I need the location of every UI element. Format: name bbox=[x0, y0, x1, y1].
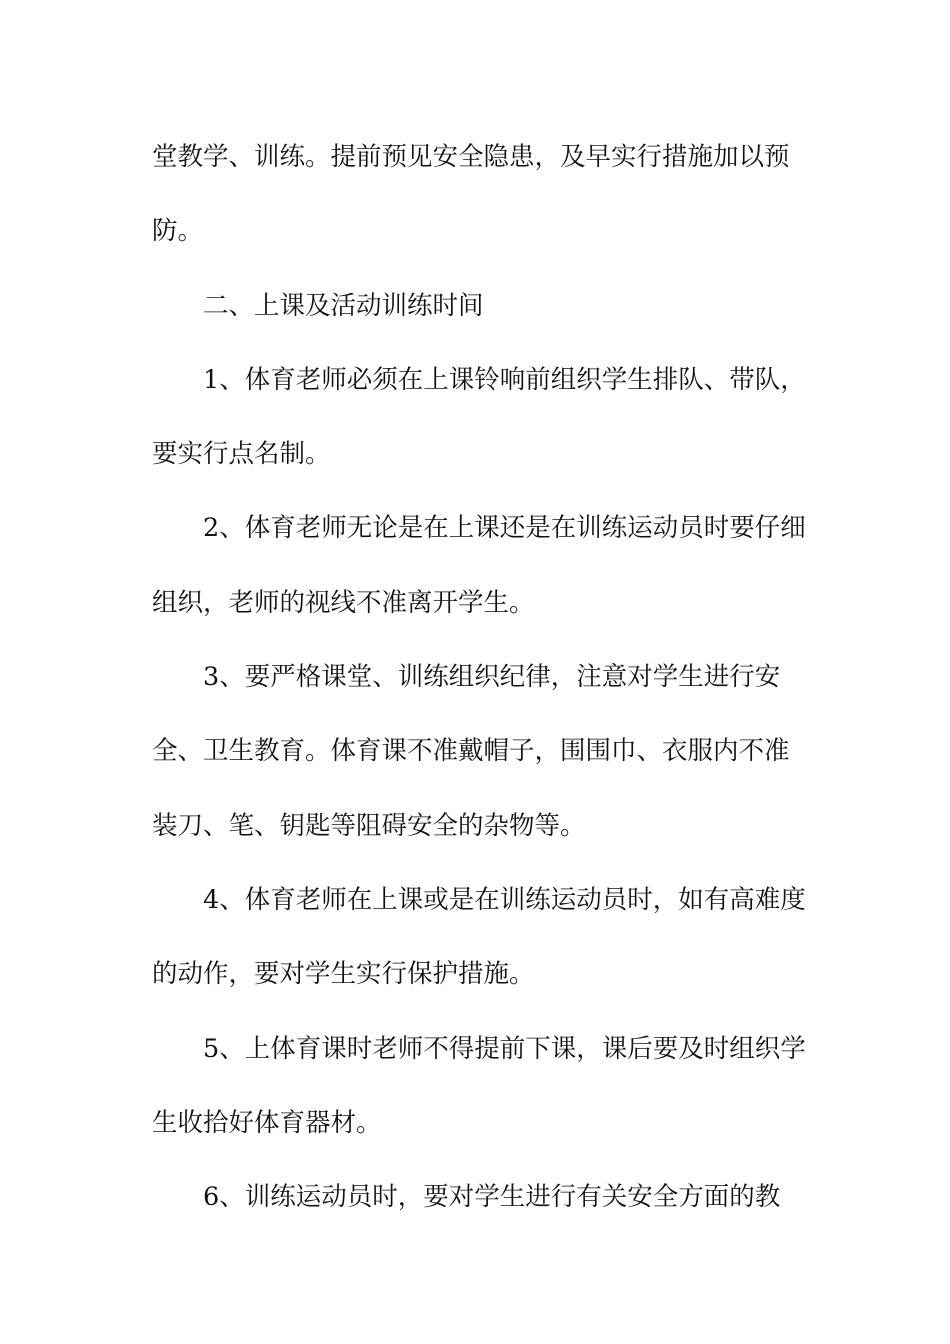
text-line: 2、体育老师无论是在上课还是在训练运动员时要仔细 bbox=[203, 513, 806, 544]
text-line: 生收拾好体育器材。 bbox=[152, 1107, 382, 1138]
text-line: 防。 bbox=[152, 216, 204, 247]
text-line: 全、卫生教育。体育课不准戴帽子，围围巾、衣服内不准 bbox=[152, 736, 790, 767]
document-body bbox=[152, 120, 812, 1234]
text-line: 堂教学、训练。提前预见安全隐患，及早实行措施加以预 bbox=[152, 142, 790, 172]
text-line: 6、训练运动员时，要对学生进行有关安全方面的教 bbox=[203, 1182, 781, 1213]
text-line: 装刀、笔、钥匙等阻碍安全的杂物等。 bbox=[152, 810, 586, 841]
section-heading: 二、上课及活动训练时间 bbox=[203, 290, 484, 321]
text-line: 要实行点名制。 bbox=[152, 439, 331, 470]
text-line: 1、体育老师必须在上课铃响前组织学生排队、带队， bbox=[203, 364, 806, 395]
text-line: 组织，老师的视线不准离开学生。 bbox=[152, 587, 535, 618]
text-line: 4、体育老师在上课或是在训练运动员时，如有高难度 bbox=[203, 884, 806, 915]
text-line: 的动作，要对学生实行保护措施。 bbox=[152, 959, 535, 990]
text-line: 3、要严格课堂、训练组织纪律，注意对学生进行安 bbox=[203, 662, 781, 693]
text-line: 5、上体育课时老师不得提前下课，课后要及时组织学 bbox=[203, 1033, 806, 1064]
